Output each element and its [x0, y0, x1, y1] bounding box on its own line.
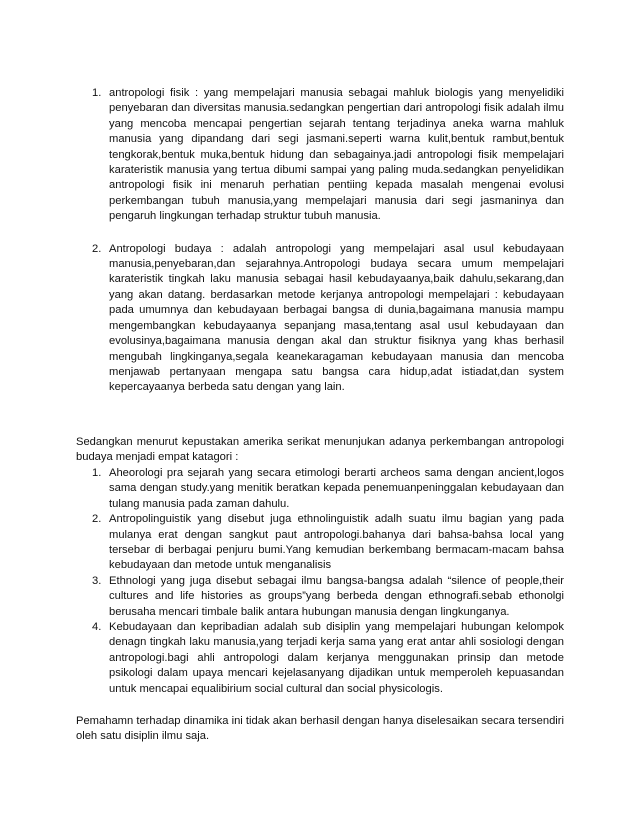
numbered-list-anthropology-branches	[0, 86, 638, 396]
list-item-number: 1.	[92, 467, 102, 479]
intro-paragraph: Sedangkan menurut kepustakan amerika serikat menunjukan adanya perkembangan antropologi budaya menjadi empat katagori :	[76, 436, 564, 464]
list-item-text: Ethnologi yang juga disebut sebagai ilmu bangsa-bangsa adalah “silence of people,their cultures and life histories as groups”yang berbeda dengan ethnografi.sebab ethonolgi berusaha mencari timbale balik antara hubungan manusia dengan lingkunganya.	[109, 574, 564, 618]
list-item-text: Antropolinguistik yang disebut juga ethnolinguistik adalh suatu ilmu bagian yang pada mulanya erat dengan sangkut paut antropologi.bahanya dari bahsa-bahsa local yang tersebar di berbagai penjuru bumi.Yang kemudian berkembang bermacam-macam bahsa kebudayaan dan metode untuk menganalisis	[109, 513, 564, 572]
list-item-text: Kebudayaan dan kepribadian adalah sub disiplin yang mempelajari hubungan kelompok denagn tingkah laku manusia,yang terjadi kerja sama yang erat antar ahli sosiologi dengan antropologi.bagi ahli antropologi dalam kerjanya menggunakan prinsip dan metode psikologi dalam upaya mencari kejelasanyang dijadikan untuk memperoleh kepuasandan untuk mencapai equalibirium social cultural dan social physicologis.	[109, 621, 564, 695]
list-item	[0, 466, 638, 512]
list-item-number: 3.	[92, 574, 102, 587]
list-item-number: 4.	[92, 621, 102, 634]
list-item-text: Antropologi budaya : adalah antropologi yang mempelajari asal usul kebudayaan manusia,penyebaran,dan sejarahnya.Antropologi budaya secara umum mempelajari karateristik tingkah laku manusia sebagai hasil kebudayaanya,baik dahulu,sekarang,dan yang akan datang. berdasarkan metode kerjanya antropologi mempelajari : kebudayaan pada umumnya dan kebudayaan berbagai bangsa di dunia,bagaimana manusia mampu mengembangkan kebudayaanya sepanjang masa,tentang asal usul kebudayaan dan evolusinya,bagaimana manusia dengan akal dan struktur fisiknya yang khas berhasil mengubah lingkinganya,segala keanekaragaman kebudayaan manusia dan mencoba menjawab pertanyaan mengapa satu bangsa cara hidup,adat istiadat,dan system kepercayaanya berbeda satu dengan yang lain.	[109, 242, 564, 394]
closing-paragraph: Pemahamn terhadap dinamika ini tidak akan berhasil dengan hanya diselesaikan secara tersendiri oleh satu disiplin ilmu saja.	[76, 715, 564, 743]
numbered-list-categories	[0, 466, 638, 697]
list-item	[0, 512, 638, 574]
list-item-number: 2.	[92, 242, 102, 255]
list-item-number: 2.	[92, 513, 102, 526]
list-item	[0, 574, 638, 620]
list-item-text: antropologi fisik : yang mempelajari manusia sebagai mahluk biologis yang menyelidiki penyebaran dan diversitas manusia.sedangkan pengertian dari antropologi fisik adalah ilmu yang mencoba mencapai pengertian sejarah tentang terjadinya aneka warna mahluk manusia yang dipandang dari segi jasmani.seperti warna kulit,bentuk rambut,bentuk tengkorak,bentuk muka,bentuk hidung dan sebagainya.jadi antropologi fisik mempelajari karateristik manusia yang tertua dibumi sampai yang paling muda.sedangkan penyelidikan antropologi fisik ini menaruh perhatian pentiing kepada masalah mengenai evolusi perkembangan tubuh manusia,yang mempelajari manusia dari segi jasmaninya dan pengaruh lingkungan terhadap struktur tubuh manusia.	[109, 87, 564, 223]
list-item	[0, 242, 638, 396]
list-item-text: Aheorologi pra sejarah yang secara etimologi berarti archeos sama dengan ancient,logos sama dengan study.yang menitik beratkan kepada penemuanpeninggalan kebudayaan dan tulang manusia pada zaman dahulu.	[109, 467, 564, 510]
list-item	[0, 620, 638, 697]
list-item	[0, 86, 638, 225]
list-item-number: 1.	[92, 87, 102, 99]
